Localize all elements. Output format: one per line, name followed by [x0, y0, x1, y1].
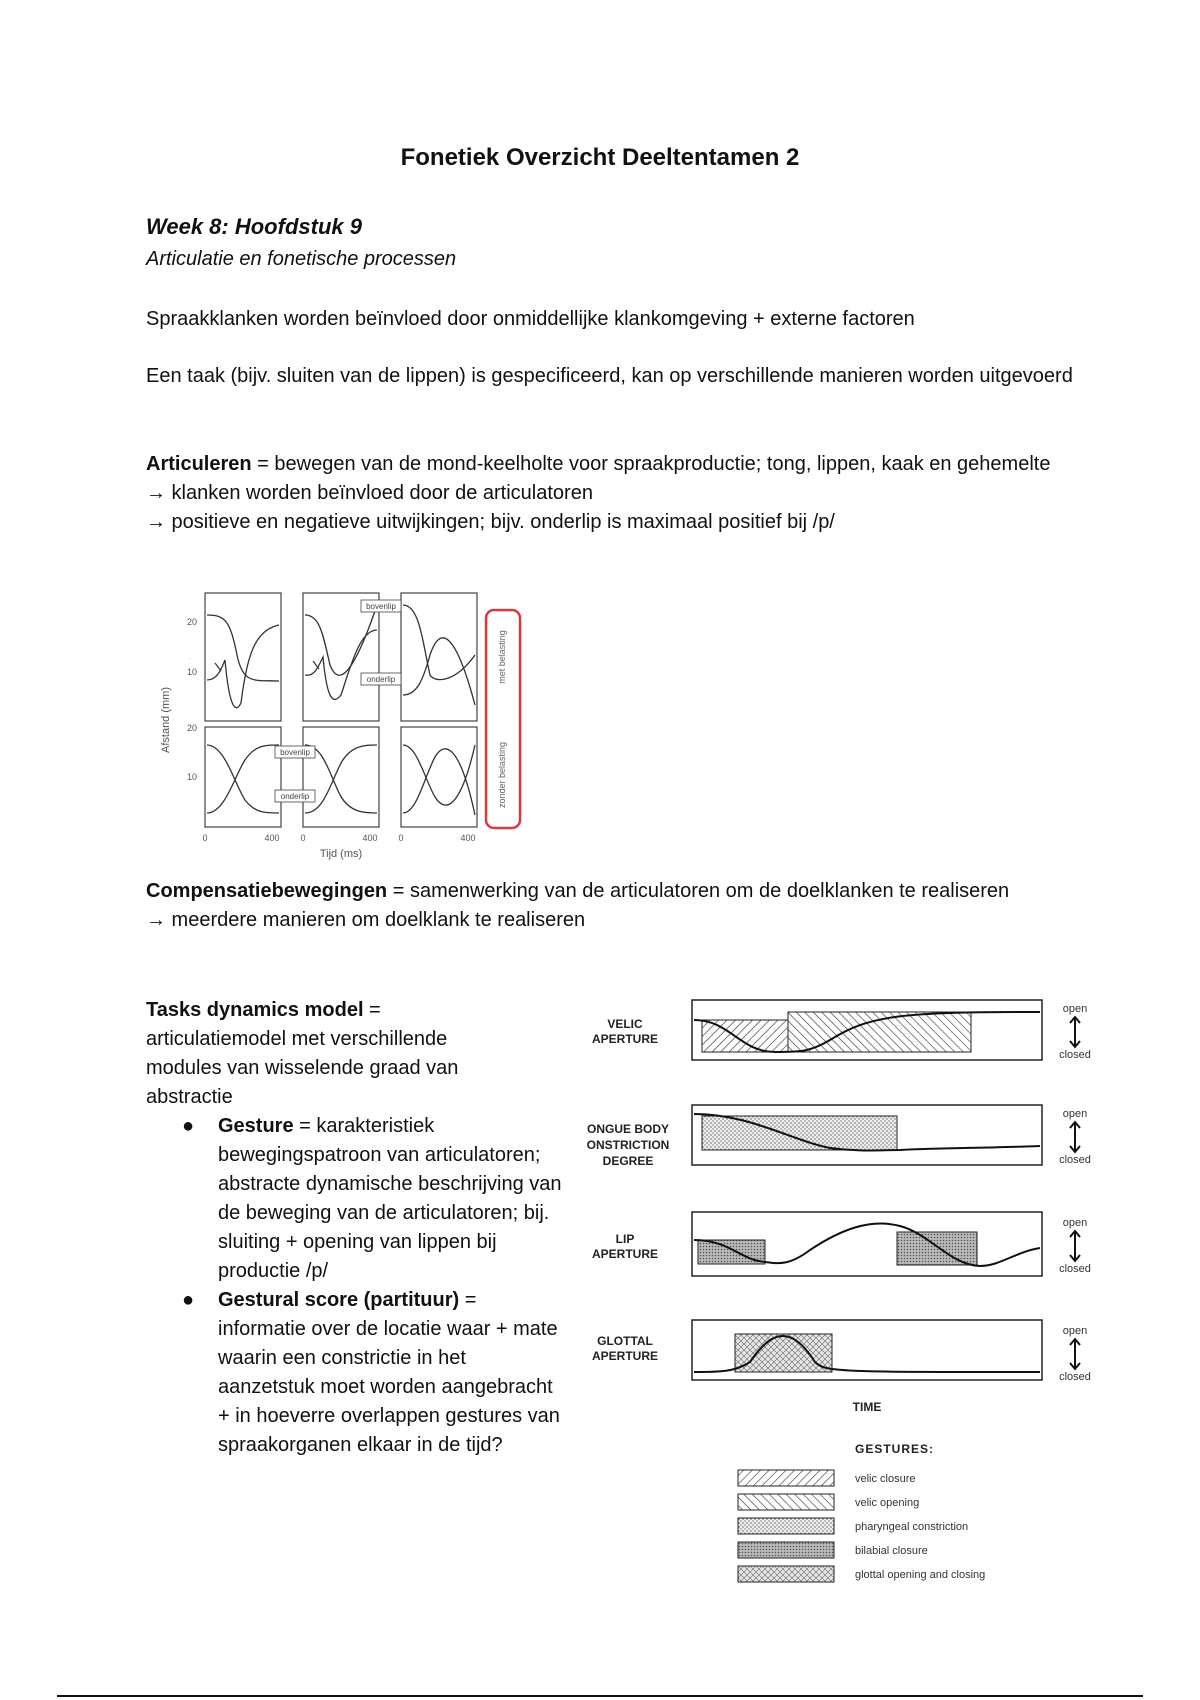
- figure1-ylabel: Afstand (mm): [160, 686, 172, 754]
- open-closed-arrow-icon: [1070, 1339, 1080, 1369]
- open-closed-arrow-icon: [1070, 1017, 1080, 1047]
- row-label: LIP: [615, 1232, 635, 1246]
- arrow-line-compensatie: → meerdere manieren om doelklank te realiseren: [146, 909, 586, 931]
- scale-velic: [1059, 1003, 1091, 1061]
- gesture-pharyngeal-constriction: [702, 1116, 897, 1150]
- definition-tasks: articulatiemodel met verschillende modules van wisselende graad van abstractie: [146, 1028, 459, 1108]
- xtick: 0: [300, 833, 306, 843]
- row-label: APERTURE: [591, 1349, 659, 1363]
- page-title: Fonetiek Overzicht Deeltentamen 2: [400, 144, 800, 171]
- row-label: ONGUE BODY: [586, 1122, 670, 1136]
- xtick: 0: [202, 833, 208, 843]
- term-gesture: Gesture: [218, 1115, 294, 1137]
- legend-swatch-bilabial-closure: [738, 1542, 834, 1558]
- gestural-score-figure: [570, 990, 1110, 1590]
- section-tasks-dynamics: [146, 996, 566, 1460]
- closed-label: closed: [1059, 1263, 1091, 1275]
- xtick: 0: [398, 833, 404, 843]
- bullet-dot: ●: [182, 1115, 195, 1137]
- ytick: 20: [186, 617, 197, 627]
- footer-divider: [57, 1695, 1143, 1697]
- week-subheading: Articulatie en fonetische processen: [146, 248, 457, 270]
- open-label: open: [1062, 1325, 1088, 1337]
- bullet-gesture: [146, 1112, 566, 1286]
- closed-label: closed: [1059, 1049, 1091, 1061]
- open-closed-arrow-icon: [1070, 1231, 1080, 1261]
- scale-glottal: [1059, 1325, 1091, 1383]
- label-onderlip: onderlip: [366, 675, 396, 684]
- open-label: open: [1062, 1003, 1088, 1015]
- legend-label: bilabial closure: [855, 1545, 928, 1557]
- arrow-mark: [215, 663, 221, 671]
- definition-articuleren: = bewegen van de mond-keelholte voor spraakproductie; tong, lippen, kaak en gehemelte: [251, 453, 1051, 475]
- legend-title: GESTURES:: [855, 1442, 935, 1456]
- legend-swatch-glottal-opening-closing: [738, 1566, 834, 1582]
- xtick: 400: [460, 833, 476, 843]
- gesture-glottal-opening-closing: [735, 1334, 832, 1372]
- term-articuleren: Articuleren: [146, 453, 252, 475]
- open-label: open: [1062, 1108, 1088, 1120]
- definition-tasks-eq: =: [363, 999, 381, 1021]
- legend-swatch-velic-closure: [738, 1470, 834, 1486]
- lip-movement-figure: [155, 585, 535, 865]
- arrow-line-2: → positieve en negatieve uitwijkingen; bijv. onderlip is maximaal positief bij /p/: [146, 511, 835, 533]
- paragraph-taak: Een taak (bijv. sluiten van de lippen) is gespecificeerd, kan op verschillende manieren worden uitgevoerd: [146, 365, 1073, 387]
- curve-bovenlip: [207, 615, 279, 681]
- row-label: GLOTTAL: [597, 1334, 653, 1348]
- text-gesture: = karakteristiek bewegingspatroon van articulatoren; abstracte dynamische beschrijving van de beweging van de articulatoren; bij. sluiting + opening van lippen bij productie /p/: [218, 1115, 562, 1282]
- panel: [205, 593, 281, 721]
- legend-label: pharyngeal constriction: [855, 1521, 969, 1533]
- scale-lip: [1059, 1217, 1091, 1275]
- paragraph-spraakklanken: Spraakklanken worden beïnvloed door onmiddellijke klankomgeving + externe factoren: [146, 308, 915, 330]
- panel: [205, 727, 281, 827]
- legend-swatch-pharyngeal-constriction: [738, 1518, 834, 1534]
- term-tasks-dynamics: Tasks dynamics model: [146, 999, 364, 1021]
- gesture-velic-opening: [788, 1012, 971, 1052]
- legend-swatch-velic-opening: [738, 1494, 834, 1510]
- curve-bovenlip: [207, 745, 279, 813]
- curve-onderlip: [207, 745, 279, 813]
- legend: [738, 1470, 985, 1582]
- text-gestural-score: = informatie over de locatie waar + mate waarin een constrictie in het aanzetstuk moet worden aangebracht + in hoeverre overlappen gestures van spraakorganen elkaar in de tijd?: [218, 1289, 560, 1456]
- ytick: 10: [186, 667, 197, 677]
- open-label: open: [1062, 1217, 1088, 1229]
- open-closed-arrow-icon: [1070, 1122, 1080, 1152]
- label-met-belasting: met belasting: [497, 630, 507, 684]
- definition-compensatie: = samenwerking van de articulatoren om de doelklanken te realiseren: [387, 880, 1010, 902]
- curve-bovenlip: [305, 745, 377, 813]
- row-label: ONSTRICTION: [586, 1138, 670, 1152]
- legend-annotation: .: [189, 655, 191, 661]
- bullet-gestural-score: [146, 1286, 566, 1460]
- row-label: APERTURE: [591, 1247, 659, 1261]
- legend-label: glottal opening and closing: [855, 1569, 986, 1581]
- label-onderlip: onderlip: [280, 792, 310, 801]
- curve-onderlip: [403, 638, 475, 705]
- scale-tongue: [1059, 1108, 1091, 1166]
- xtick: 400: [362, 833, 378, 843]
- section-compensatie: [146, 877, 1076, 935]
- row-label: DEGREE: [602, 1154, 654, 1168]
- panel: [401, 593, 477, 721]
- gesture-bilabial-closure: [897, 1232, 977, 1265]
- ytick: 10: [186, 772, 197, 782]
- week-heading: Week 8: Hoofdstuk 9: [146, 214, 362, 239]
- label-bovenlip: bovenlip: [366, 602, 396, 611]
- row-label: APERTURE: [591, 1032, 659, 1046]
- legend-label: velic opening: [855, 1497, 920, 1509]
- legend-label: velic closure: [855, 1473, 916, 1485]
- arrow-mark: [313, 661, 319, 669]
- curve-onderlip: [305, 745, 377, 813]
- ytick: 20: [186, 723, 197, 733]
- closed-label: closed: [1059, 1154, 1091, 1166]
- label-zonder-belasting: zonder belasting: [497, 741, 507, 809]
- term-gestural-score: Gestural score (partituur): [218, 1289, 460, 1311]
- term-compensatie: Compensatiebewegingen: [146, 880, 388, 902]
- arrow-line-1: → klanken worden beïnvloed door de articulatoren: [146, 482, 593, 504]
- label-bovenlip: bovenlip: [280, 748, 310, 757]
- xtick: 400: [264, 833, 280, 843]
- closed-label: closed: [1059, 1371, 1091, 1383]
- row-label: VELIC: [607, 1017, 643, 1031]
- time-label: TIME: [852, 1400, 882, 1414]
- section-articuleren: [146, 450, 1076, 537]
- bullet-dot: ●: [182, 1289, 195, 1311]
- figure1-xlabel: Tijd (ms): [319, 848, 363, 860]
